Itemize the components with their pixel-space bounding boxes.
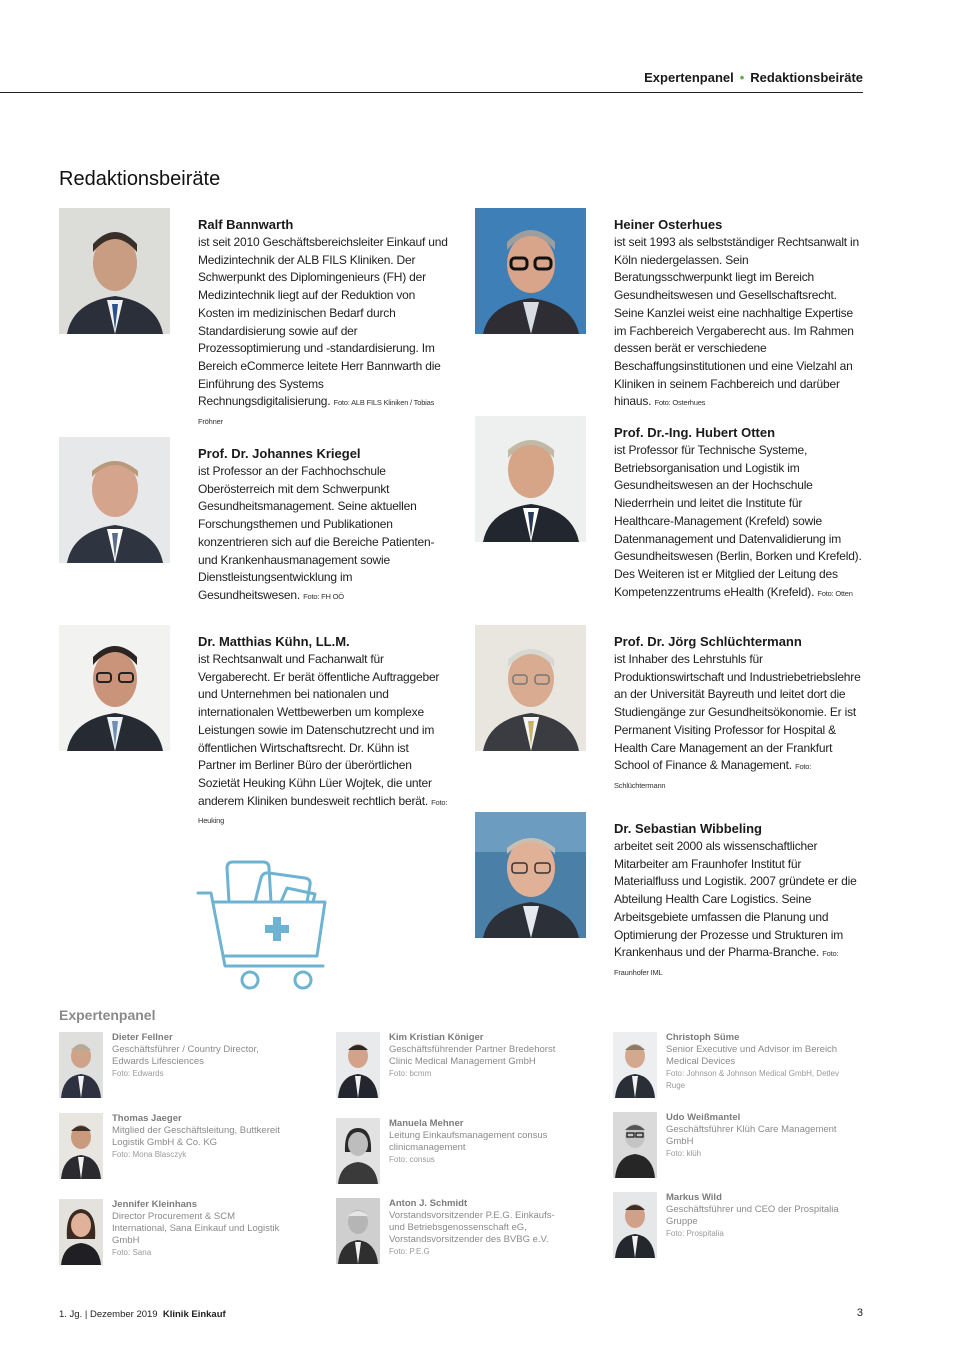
panel-credit: Foto: consus — [389, 1155, 435, 1164]
editor-entry — [614, 424, 864, 602]
editor-name: Dr. Sebastian Wibbeling — [614, 821, 762, 836]
editor-name: Heiner Osterhues — [614, 217, 723, 232]
panel-credit: Foto: bcmm — [389, 1069, 432, 1078]
footer-journal: Klinik Einkauf — [162, 1309, 226, 1320]
panel-photo — [613, 1032, 657, 1098]
shopping-cart-icon — [195, 858, 335, 993]
panel-text — [666, 1032, 841, 1092]
panel-credit: Foto: P.E.G — [389, 1247, 430, 1256]
panel-role: Geschäftsführer und CEO der Prospitalia Gruppe — [666, 1204, 839, 1227]
editor-entry — [198, 633, 448, 830]
editor-name: Dr. Matthias Kühn, LL.M. — [198, 634, 350, 649]
panel-role: Geschäftsführender Partner Bredehorst Clinic Medical Management GmbH — [389, 1044, 556, 1067]
panel-name: Jennifer Kleinhans — [112, 1199, 197, 1210]
panel-name: Anton J. Schmidt — [389, 1198, 468, 1209]
panel-credit: Foto: klüh — [666, 1149, 702, 1158]
panel-photo — [59, 1199, 103, 1265]
panel-credit: Foto: Sana — [112, 1248, 152, 1257]
expertenpanel-title: Expertenpanel — [59, 1007, 156, 1023]
photo-credit: Foto: Heuking — [198, 797, 448, 826]
panel-text — [389, 1198, 564, 1258]
photo-credit: Foto: Schlüchtermann — [614, 762, 812, 790]
panel-photo — [336, 1032, 380, 1098]
editor-bio — [614, 651, 864, 795]
editor-bio-text: ist Professor an der Fachhochschule Oberösterreich mit dem Schwerpunkt Gesundheitsmanagement. Seine aktuellen Forschungsthemen und Publikationen konzentrieren sich auf die Bereiche Patienten- und Krankenhausmanagement sowie Dienstleistungsentwicklung im Gesundheitswesen. — [198, 464, 435, 602]
editor-photo-4 — [475, 208, 586, 334]
panel-photo — [59, 1113, 103, 1179]
panel-text — [112, 1032, 287, 1080]
editor-bio — [614, 442, 864, 602]
panel-text — [389, 1032, 564, 1080]
editor-entry — [198, 445, 448, 606]
page-title: Redaktionsbeiräte — [59, 168, 221, 190]
editor-name: Prof. Dr. Jörg Schlüchtermann — [614, 634, 802, 649]
panel-photo — [613, 1112, 657, 1178]
panel-text — [112, 1199, 287, 1259]
editor-entry — [614, 820, 864, 982]
editor-photo-6 — [475, 625, 586, 751]
panel-role: Geschäftsführer / Country Director, Edwards Lifesciences — [112, 1044, 259, 1067]
panel-name: Dieter Fellner — [112, 1032, 173, 1043]
photo-credit: Foto: FH OÖ — [303, 591, 344, 601]
panel-photo — [336, 1198, 380, 1264]
editor-name: Prof. Dr. Johannes Kriegel — [198, 446, 361, 461]
photo-credit: Foto: Otten — [817, 588, 853, 598]
editor-bio-text: ist Rechtsanwalt und Fachanwalt für Vergaberecht. Er berät öffentliche Auftraggeber und Unternehmen bei nationalen und internationalen Wettbewerben um komplexe Leistungen sowie im Datenschutzrecht und im öffentlichen Wirtschaftsrecht. Dr. Kühn ist Partner im Berliner Büro der überörtlichen Sozietät Heuking Kühn Lüer Wojtek, die unter anderem Kliniken bundesweit rechtlich berät. — [198, 652, 440, 808]
editor-name: Ralf Bannwarth — [198, 217, 294, 232]
panel-role: Senior Executive und Advisor im Bereich Medical Devices — [666, 1044, 838, 1067]
photo-credit: Foto: ALB FILS Kliniken / Tobias Fröhner — [198, 398, 435, 427]
editor-photo-5 — [475, 416, 586, 542]
header-rule — [0, 92, 863, 93]
editor-bio-text: arbeitet seit 2000 als wissenschaftlicher Mitarbeiter am Fraunhofer Institut für Materialfluss und Logistik. 2007 gründete er die Abteilung Health Care Logistics. Seine Arbeitsgebiete umfassen die Planung und Optimierung der Prozesse und Strukturen im Krankenhaus und der Pharma-Branche. — [614, 839, 857, 960]
panel-name: Kim Kristian Königer — [389, 1032, 484, 1043]
panel-credit: Foto: Mona Blasczyk — [112, 1150, 187, 1159]
panel-photo — [59, 1032, 103, 1098]
panel-credit: Foto: Johnson & Johnson Medical GmbH, Detlev Ruge — [666, 1069, 839, 1090]
panel-photo — [336, 1118, 380, 1184]
editor-bio-text: ist Professor für Technische Systeme, Betriebsorganisation und Logistik im Gesundheitswesen an der Hochschule Niederrhein und leitet die Institute für Healthcare-Management (Krefeld) sowie Datenmanagement und Datenvalidierung im Gesundheitswesen (Berlin, Borken und Krefeld). Des Weiteren ist er Mitglied der Leitung des Kompetenzzentrums eHealth (Krefeld). — [614, 443, 862, 599]
panel-name: Thomas Jaeger — [112, 1113, 182, 1124]
footer-issue-text: 1. Jg. | Dezember 2019 — [59, 1309, 158, 1320]
editor-bio-text: ist Inhaber des Lehrstuhls für Produktionswirtschaft und Industriebetriebslehre an der Universität Bayreuth und leitet dort die Studiengänge zur Gesundheitsökonomie. Er ist Permanent Visiting Professor for Hospital & Health Care Management an der Frankfurt School of Finance & Management. — [614, 652, 861, 773]
panel-text — [112, 1113, 287, 1161]
panel-name: Udo Weißmantel — [666, 1112, 741, 1123]
editor-bio-text: ist seit 1993 als selbstständiger Rechtsanwalt in Köln niedergelassen. Sein Beratungsschwerpunkt liegt im Bereich Gesundheitswesen und Gesellschaftsrecht. Seine Kanzlei weist eine nachhaltige Expertise im Fachbereich Vergaberecht aus. Im Rahmen dessen berät er verschiedene Beschaffungsinstitutionen und eine Vielzahl an Kliniken in seinem Fachbereich und darüber hinaus. — [614, 235, 860, 409]
panel-text — [666, 1112, 841, 1160]
editor-bio — [198, 463, 448, 606]
header-separator: • — [739, 70, 745, 85]
editor-entry — [614, 216, 864, 412]
panel-credit: Foto: Prospitalia — [666, 1229, 724, 1238]
editor-entry — [614, 633, 864, 795]
editor-bio-text: ist seit 2010 Geschäftsbereichsleiter Einkauf und Medizintechnik der ALB FILS Kliniken. Der Schwerpunkt des Diplomingenieurs (FH) der Medizintechnik liegt auf der Reduktion von Kosten im medizinischen Bedarf durch Standardisierung sowie auf der Prozessoptimierung und -standardisierung. Im Bereich eCommerce leitete Herr Bannwarth die Einführung des Systems Rechnungsdigitalisierung. — [198, 235, 448, 409]
page-number: 3 — [856, 1307, 863, 1319]
photo-credit: Foto: Fraunhofer IML — [614, 949, 839, 977]
panel-role: Vorstandsvorsitzender P.E.G. Einkaufs- und Betriebsgenossenschaft eG, Vorstandsvorsitzender des BVBG e.V. — [389, 1210, 555, 1245]
photo-credit: Foto: Osterhues — [654, 398, 706, 408]
panel-role: Geschäftsführer Klüh Care Management GmbH — [666, 1124, 837, 1147]
panel-text — [666, 1192, 841, 1240]
editor-photo-7 — [475, 812, 586, 938]
editor-bio — [614, 234, 864, 412]
panel-name: Christoph Süme — [666, 1032, 740, 1043]
panel-photo — [613, 1192, 657, 1258]
editor-photo-3 — [59, 625, 170, 751]
panel-text — [389, 1118, 564, 1166]
header-section: Expertenpanel — [644, 70, 734, 85]
header-subsection: Redaktionsbeiräte — [750, 70, 863, 85]
editor-photo-2 — [59, 437, 170, 563]
panel-role: Mitglied der Geschäftsleitung, Buttkereit Logistik GmbH & Co. KG — [112, 1125, 280, 1148]
editor-name: Prof. Dr.-Ing. Hubert Otten — [614, 425, 776, 440]
editor-bio — [198, 234, 448, 431]
editor-photo-1 — [59, 208, 170, 334]
footer-issue — [59, 1309, 226, 1320]
panel-name: Markus Wild — [666, 1192, 722, 1203]
panel-name: Manuela Mehner — [389, 1118, 464, 1129]
panel-role: Leitung Einkaufsmanagement consus clinicmanagement — [389, 1130, 548, 1153]
header-label — [644, 70, 863, 85]
editor-bio — [198, 651, 448, 830]
panel-role: Director Procurement & SCM International, Sana Einkauf und Logistik GmbH — [112, 1211, 280, 1246]
panel-credit: Foto: Edwards — [112, 1069, 164, 1078]
editor-bio — [614, 838, 864, 982]
editor-entry — [198, 216, 448, 431]
